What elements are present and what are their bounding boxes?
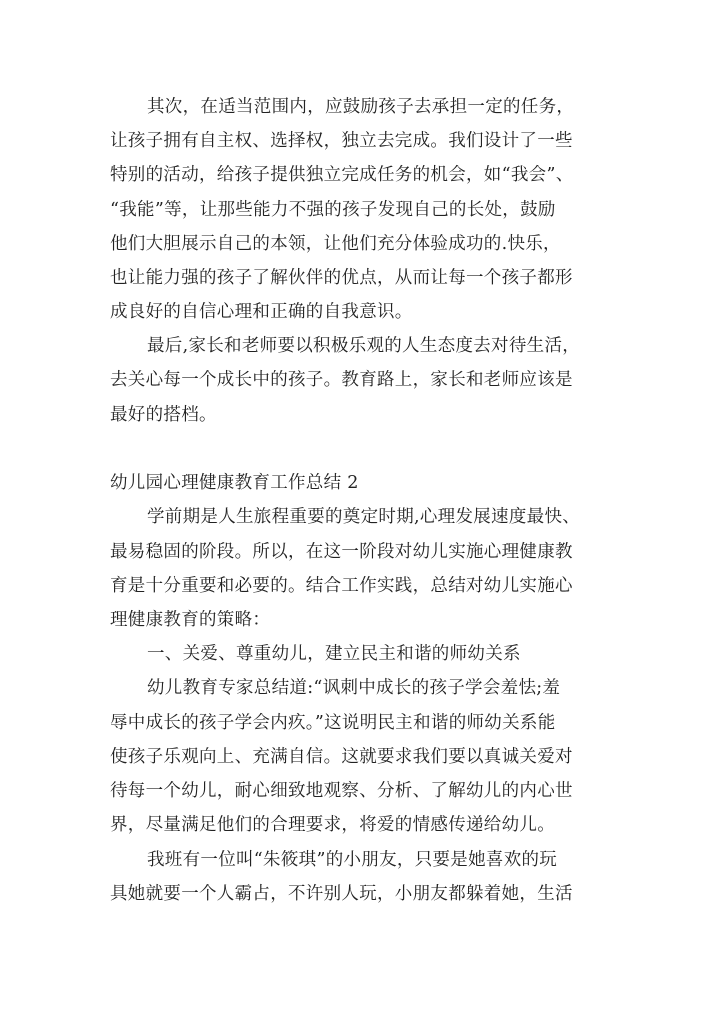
section-title: 幼儿园心理健康教育工作总结 2 [110,473,359,493]
text-line: 幼儿教育专家总结道:“讽刺中成长的孩子学会羞怯;羞 [147,678,561,698]
text-line: 我班有一位叫“朱筱琪”的小朋友，只要是她喜欢的玩 [147,850,558,870]
text-line: 去关心每一个成长中的孩子。教育路上，家长和老师应该是 [110,370,573,390]
text-line: 具她就要一个人霸占，不许别人玩，小朋友都躲着她，生活 [110,884,573,904]
text-line: 最易稳固的阶段。所以，在这一阶段对幼儿实施心理健康教 [110,542,573,562]
subheading: 一、关爱、尊重幼儿，建立民主和谐的师幼关系 [147,644,521,664]
text-line: 待每一个幼儿，耐心细致地观察、分析、了解幼儿的内心世 [110,781,573,801]
text-line: 理健康教育的策略： [110,610,271,630]
text-line: 最好的搭档。 [110,405,217,425]
text-line: 界，尽量满足他们的合理要求，将爱的情感传递给幼儿。 [110,815,555,835]
text-line: 学前期是人生旅程重要的奠定时期,心理发展速度最快、 [147,507,581,527]
text-line: 其次，在适当范围内，应鼓励孩子去承担一定的任务， [147,97,575,117]
text-line: 特别的活动，给孩子提供独立完成任务的机会，如“我会”、 [110,165,574,185]
text-line: 最后,家长和老师要以积极乐观的人生态度去对待生活， [147,336,581,356]
text-line: 也让能力强的孩子了解伙伴的优点，从而让每一个孩子都形 [110,268,573,288]
text-line: 辱中成长的孩子学会内疚。”这说明民主和谐的师幼关系能 [110,713,556,733]
text-line: 育是十分重要和必要的。结合工作实践，总结对幼儿实施心 [110,576,573,596]
text-line: 他们大胆展示自己的本领，让他们充分体验成功的.快乐， [110,234,561,254]
text-line: 成良好的自信心理和正确的自我意识。 [110,302,413,322]
text-line: 让孩子拥有自主权、选择权，独立去完成。我们设计了一些 [110,131,573,151]
text-line: 使孩子乐观向上、充满自信。这就要求我们要以真诚关爱对 [110,747,573,767]
text-line: “我能”等，让那些能力不强的孩子发现自己的长处，鼓励 [110,200,556,220]
